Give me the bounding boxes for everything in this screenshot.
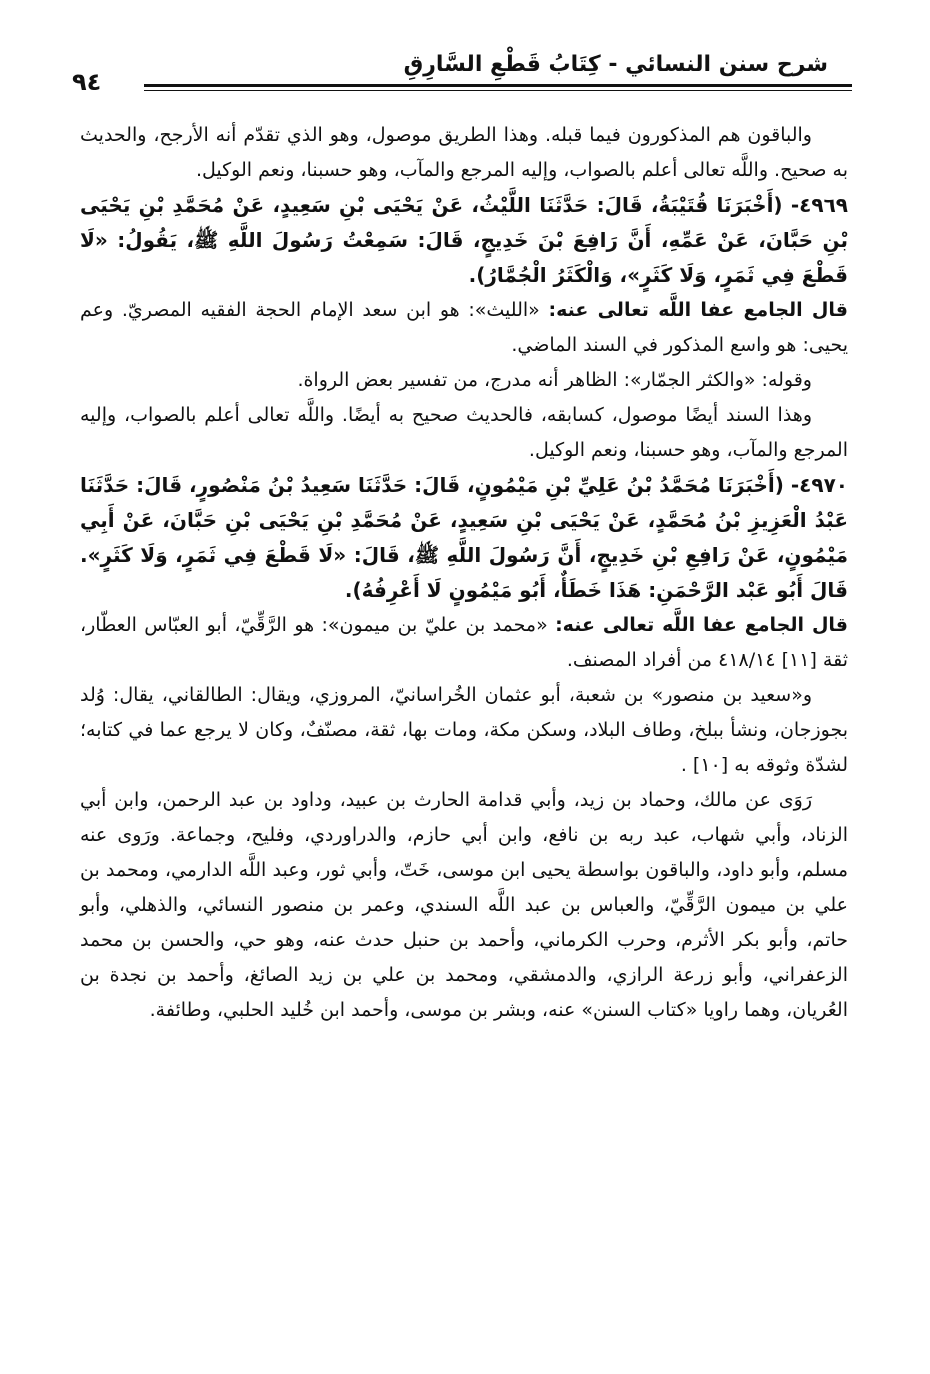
header-rule (144, 84, 852, 87)
paragraph (80, 398, 848, 468)
page-body (80, 118, 848, 1028)
paragraph-text: وقوله: «والكثر الجمّار»: الظاهر أنه مدرج، من تفسير بعض الرواة. (297, 369, 812, 391)
paragraph (80, 608, 848, 678)
paragraph (80, 363, 848, 398)
paragraph-text: وهذا السند أيضًا موصول، كسابقه، فالحديث صحيح به أيضًا. واللَّه تعالى أعلم بالصواب، وإليه المرجع والمآب، وهو حسبنا، ونعم الوكيل. (80, 404, 848, 461)
commentator-lead: قال الجامع عفا اللَّه تعالى عنه: (548, 299, 848, 321)
paragraph-text: «الليث»: هو ابن سعد الإمام الحجة الفقيه المصريّ. وعم يحيى: هو واسع المذكور في السند الماضي. (80, 299, 848, 356)
page-header (72, 48, 852, 94)
paragraph (80, 678, 848, 783)
paragraph (80, 783, 848, 1028)
paragraph-text: والباقون هم المذكورون فيما قبله. وهذا الطريق موصول، وهو الذي تقدّم أنه الأرجح، والحديث به صحيح. واللَّه تعالى أعلم بالصواب، وإليه المرجع والمآب، وهو حسبنا، ونعم الوكيل. (80, 124, 848, 181)
header-rule-thin (144, 90, 852, 91)
hadith-text: ٤٩٦٩- (أَخْبَرَنَا قُتَيْبَةُ، قَالَ: حَدَّثَنَا اللَّيْثُ، عَنْ يَحْيَى بْنِ سَعِيدٍ، عَنْ مُحَمَّدِ بْنِ يَحْيَى بْنِ حَبَّانَ، عَنْ عَمِّهِ، أَنَّ رَافِعَ بْنَ خَدِيجٍ، قَالَ: سَمِعْتُ رَسُولَ اللَّهِ ﷺ، يَقُولُ: «لَا قَطْعَ فِي ثَمَرٍ، وَلَا كَثَرٍ»، وَالْكَثَرُ الْجُمَّارُ). (80, 193, 848, 287)
paragraph (80, 293, 848, 363)
paragraph-text: و«سعيد بن منصور» بن شعبة، أبو عثمان الخُراسانيّ، المروزي، ويقال: الطالقاني، يقال: وُلد بجوزجان، ونشأ ببلخ، وطاف البلاد، وسكن مكة، ومات بها، ثقة، مصنّفٌ، وكان لا يرجع عما في كتابه؛ لشدّة وثوقه به [١٠] . (80, 684, 848, 776)
running-title: شرح سنن النسائي - كِتَابُ قَطْعِ السَّارِقِ (403, 52, 828, 77)
paragraph-text: رَوَى عن مالك، وحماد بن زيد، وأبي قدامة الحارث بن عبيد، وداود بن عبد الرحمن، وابن أبي الزناد، وأبي شهاب، عبد ربه بن نافع، وابن أبي حازم، والدراوردي، وفليح، وجماعة. ورَوى عنه مسلم، وأبو داود، والباقون بواسطة يحيى ابن موسى، خَتّ، وأبي ثور، وعبد اللَّه الدارمي، ومحمد بن علي بن ميمون الرَّقِّيّ، والعباس بن عبد اللَّه السندي، وعمر بن منصور النسائي، والذهلي، وأبو حاتم، وأبو بكر الأثرم، وحرب الكرماني، وأحمد بن حنبل حدث عنه، وهو حي، والحسن بن محمد الزعفراني، وأبو زرعة الرازي، والدمشقي، ومحمد بن علي بن زيد الصائغ، وأحمد بن نجدة بن العُريان، وهما راويا «كتاب السنن» عنه، وبشر بن موسى، وأحمد ابن خُليد الحلبي، وطائفة. (80, 789, 848, 1021)
hadith-text: ٤٩٧٠- (أَخْبَرَنَا مُحَمَّدُ بْنُ عَلِيِّ بْنِ مَيْمُونٍ، قَالَ: حَدَّثَنَا سَعِيدُ بْنُ مَنْصُورٍ، قَالَ: حَدَّثَنَا عَبْدُ الْعَزِيزِ بْنُ مُحَمَّدٍ، عَنْ يَحْيَى بْنِ سَعِيدٍ، عَنْ مُحَمَّدِ بْنِ يَحْيَى بْنِ حَبَّانَ، عَنْ أَبِي مَيْمُونٍ، عَنْ رَافِعِ بْنِ خَدِيجٍ، أَنَّ رَسُولَ اللَّهِ ﷺ، قَالَ: «لَا قَطْعَ فِي ثَمَرٍ، وَلَا كَثَرٍ». قَالَ أَبُو عَبْد الرَّحْمَنِ: هَذَا خَطَأٌ، أَبُو مَيْمُونٍ لَا أَعْرِفُهُ). (80, 473, 848, 602)
page-number: ٩٤ (72, 68, 102, 96)
commentator-lead: قال الجامع عفا اللَّه تعالى عنه: (555, 614, 849, 636)
hadith-paragraph (80, 468, 848, 608)
paragraph (80, 118, 848, 188)
paragraph-text: «محمد بن عليّ بن ميمون»: هو الرَّقِّيّ، أبو العبّاس العطّار، ثقة [١١] ٤١٨/١٤ من أفراد المصنف. (80, 614, 848, 671)
hadith-paragraph (80, 188, 848, 293)
